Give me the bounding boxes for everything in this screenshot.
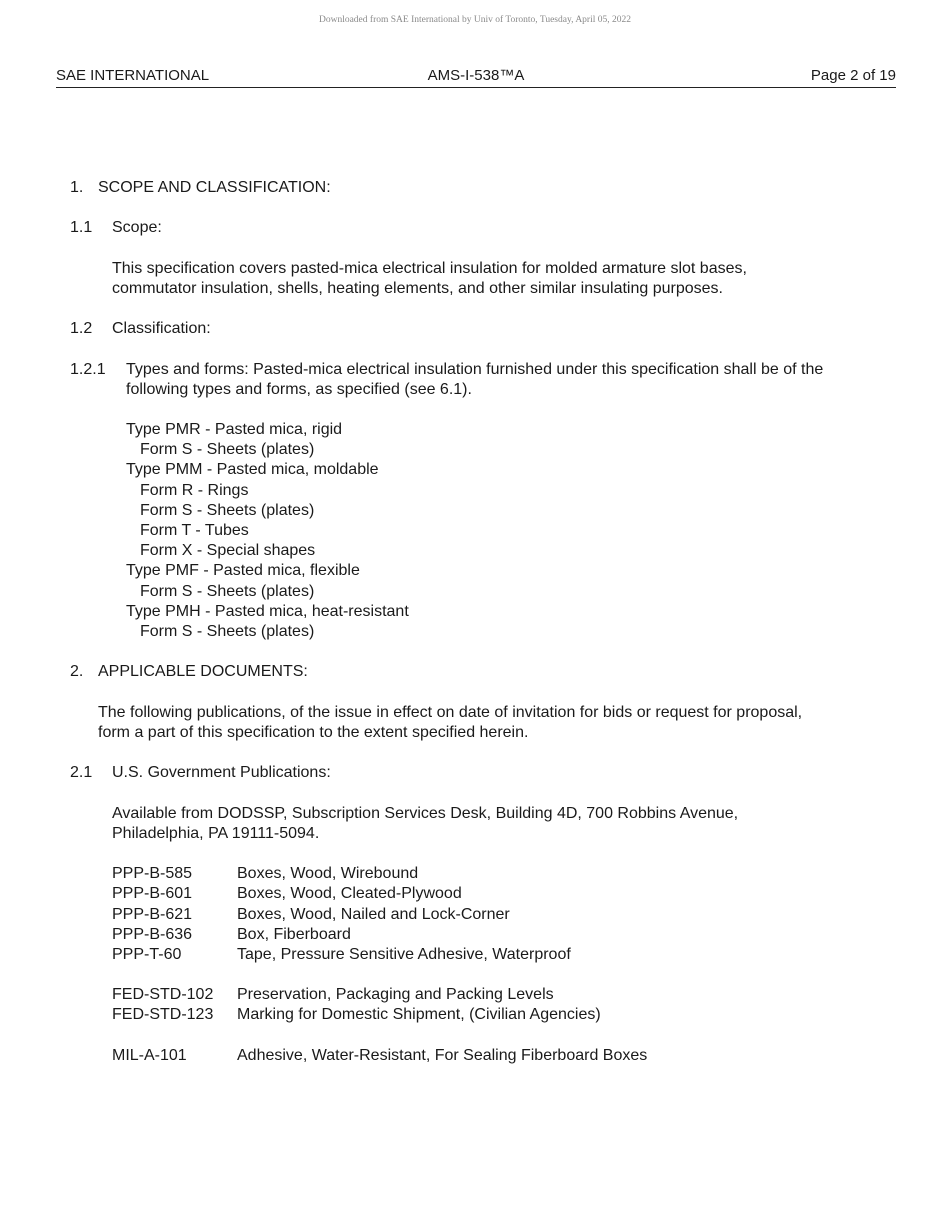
section-2-1-number: 2.1 <box>70 764 93 781</box>
type-item: Type PMM - Pasted mica, moldable <box>126 461 379 478</box>
form-item: Form T - Tubes <box>140 522 249 539</box>
section-1-1-title: Scope: <box>112 219 162 236</box>
type-item: Type PMH - Pasted mica, heat-resistant <box>126 603 409 620</box>
form-item: Form S - Sheets (plates) <box>140 502 315 519</box>
section-2-1-title: U.S. Government Publications: <box>112 764 331 781</box>
header-doc-id: AMS-I-538™A <box>427 67 525 84</box>
applicable-docs-paragraph-line: The following publications, of the issue in effect on date of invitation for bids or request for proposal, <box>98 704 803 721</box>
publication-title: Box, Fiberboard <box>237 926 351 943</box>
applicable-docs-paragraph-line: form a part of this specification to the extent specified herein. <box>98 724 529 741</box>
section-1-2-1-number: 1.2.1 <box>70 361 106 378</box>
form-item: Form S - Sheets (plates) <box>140 441 315 458</box>
form-item: Form R - Rings <box>140 482 249 499</box>
section-1-2-number: 1.2 <box>70 320 93 337</box>
publication-code: MIL-A-101 <box>112 1047 187 1064</box>
publication-title: Boxes, Wood, Cleated-Plywood <box>237 885 462 902</box>
section-1-title: SCOPE AND CLASSIFICATION: <box>98 179 331 196</box>
form-item: Form S - Sheets (plates) <box>140 623 315 640</box>
section-2-title: APPLICABLE DOCUMENTS: <box>98 663 308 680</box>
publication-code: PPP-T-60 <box>112 946 182 963</box>
publication-title: Boxes, Wood, Wirebound <box>237 865 419 882</box>
scope-paragraph-line: commutator insulation, shells, heating elements, and other similar insulating purposes. <box>112 280 723 297</box>
publication-title: Boxes, Wood, Nailed and Lock-Corner <box>237 906 510 923</box>
section-1-2-title: Classification: <box>112 320 211 337</box>
publication-title: Marking for Domestic Shipment, (Civilian Agencies) <box>237 1006 601 1023</box>
publication-code: PPP-B-636 <box>112 926 193 943</box>
publication-code: PPP-B-621 <box>112 906 193 923</box>
form-item: Form S - Sheets (plates) <box>140 583 315 600</box>
scope-paragraph-line: This specification covers pasted-mica electrical insulation for molded armature slot bases, <box>112 260 747 277</box>
section-1-number: 1. <box>70 179 84 196</box>
types-paragraph-line: Types and forms: Pasted-mica electrical insulation furnished under this specification shall be of the <box>126 361 824 378</box>
header-org: SAE INTERNATIONAL <box>56 67 210 84</box>
type-item: Type PMR - Pasted mica, rigid <box>126 421 343 438</box>
page-header <box>56 66 896 88</box>
section-1-1-number: 1.1 <box>70 219 93 236</box>
form-item: Form X - Special shapes <box>140 542 316 559</box>
dodssp-paragraph-line: Available from DODSSP, Subscription Services Desk, Building 4D, 700 Robbins Avenue, <box>112 805 739 822</box>
type-item: Type PMF - Pasted mica, flexible <box>126 562 360 579</box>
dodssp-paragraph-line: Philadelphia, PA 19111-5094. <box>112 825 320 842</box>
publication-code: PPP-B-585 <box>112 865 193 882</box>
types-paragraph-line: following types and forms, as specified (see 6.1). <box>126 381 472 398</box>
publication-code: FED-STD-102 <box>112 986 214 1003</box>
publication-title: Adhesive, Water-Resistant, For Sealing Fiberboard Boxes <box>237 1047 648 1064</box>
publication-code: PPP-B-601 <box>112 885 193 902</box>
download-watermark: Downloaded from SAE International by Univ of Toronto, Tuesday, April 05, 2022 <box>318 15 631 25</box>
publication-title: Preservation, Packaging and Packing Levels <box>237 986 554 1003</box>
header-page-number: Page 2 of 19 <box>810 67 896 84</box>
section-2-number: 2. <box>70 663 84 680</box>
publication-title: Tape, Pressure Sensitive Adhesive, Waterproof <box>237 946 571 963</box>
publication-code: FED-STD-123 <box>112 1006 214 1023</box>
